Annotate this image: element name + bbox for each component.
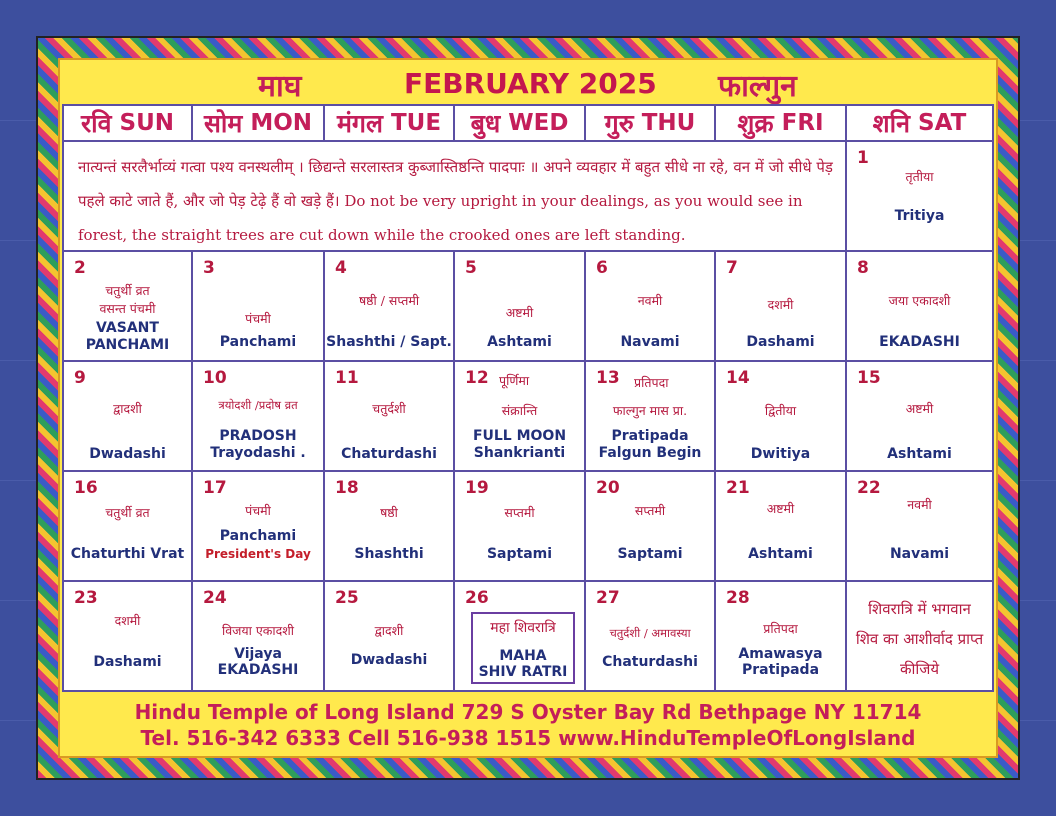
weekday-hindi: सोम bbox=[203, 109, 243, 138]
tithi-english: Shashthi / Sapt. bbox=[326, 334, 452, 350]
weekday-english: SAT bbox=[918, 110, 967, 136]
weekday-english: WED bbox=[508, 110, 569, 136]
day-number: 20 bbox=[596, 478, 620, 498]
tithi-english: Panchami bbox=[219, 528, 297, 544]
tithi-hindi: अष्टमी bbox=[905, 401, 934, 416]
day-cell-17 bbox=[193, 472, 323, 580]
day-number: 2 bbox=[74, 258, 86, 278]
day-number: 6 bbox=[596, 258, 608, 278]
weekday-english: MON bbox=[250, 110, 313, 136]
day-number: 25 bbox=[335, 588, 359, 608]
tithi-english: Chaturthi Vrat bbox=[70, 546, 185, 562]
day-number: 26 bbox=[465, 588, 489, 608]
weekday-mon bbox=[193, 106, 323, 140]
day-number: 18 bbox=[335, 478, 359, 498]
tithi-hindi: महा शिवरात्रि bbox=[490, 620, 556, 636]
day-cell-22 bbox=[847, 472, 992, 580]
day-cell-2 bbox=[64, 252, 191, 360]
maha-shivratri-highlight bbox=[471, 612, 575, 684]
day-cell-4 bbox=[325, 252, 453, 360]
day-cell-8 bbox=[847, 252, 992, 360]
day-cell-27 bbox=[586, 582, 714, 690]
tithi-hindi: द्वादशी bbox=[113, 401, 142, 416]
calendar-grid bbox=[62, 104, 994, 692]
day-number: 27 bbox=[596, 588, 620, 608]
day-number: 3 bbox=[203, 258, 215, 278]
tithi-english: Ashtami bbox=[487, 334, 552, 350]
tithi-english: FULL MOON bbox=[472, 428, 567, 444]
tithi-hindi: चतुर्दशी / अमावस्या bbox=[609, 626, 691, 640]
tithi-hindi: अष्टमी bbox=[766, 501, 795, 516]
day-number: 12 bbox=[465, 368, 489, 388]
weekday-english: FRI bbox=[781, 110, 824, 136]
day-cell-14 bbox=[716, 362, 845, 470]
tithi-hindi: द्वादशी bbox=[374, 623, 404, 638]
tithi-hindi: त्रयोदशी /प्रदोष व्रत bbox=[218, 398, 298, 412]
tithi-english: Vijaya bbox=[234, 646, 282, 662]
day-number: 11 bbox=[335, 368, 359, 388]
calendar-header bbox=[62, 62, 994, 102]
tithi-hindi: प्रतिपदा bbox=[763, 621, 798, 636]
tithi-hindi: सप्तमी bbox=[504, 505, 535, 520]
day-number: 19 bbox=[465, 478, 489, 498]
hindi-month-phalgun: फाल्गुन bbox=[718, 69, 797, 104]
weekday-hindi: शुक्र bbox=[737, 109, 774, 138]
weekday-english: THU bbox=[641, 110, 696, 136]
tithi-hindi: दशमी bbox=[767, 297, 794, 312]
day-cell-7 bbox=[716, 252, 845, 360]
tithi-hindi: षष्ठी / सप्तमी bbox=[358, 293, 420, 308]
day-cell-26 bbox=[455, 582, 584, 690]
tithi-english: Saptami bbox=[617, 546, 683, 562]
day-cell-23 bbox=[64, 582, 191, 690]
day-cell-15 bbox=[847, 362, 992, 470]
weekday-english: SUN bbox=[119, 110, 175, 136]
tithi-hindi: दशमी bbox=[114, 613, 141, 628]
day-number: 23 bbox=[74, 588, 98, 608]
tithi-english-2: SHIV RATRI bbox=[478, 664, 568, 680]
tithi-english: Dwadashi bbox=[89, 446, 166, 462]
tithi-english-2: Shankrianti bbox=[473, 445, 566, 461]
tithi-english-2: PANCHAMI bbox=[85, 337, 170, 353]
weekday-hindi: मंगल bbox=[336, 109, 383, 138]
day-number: 16 bbox=[74, 478, 98, 498]
weekday-hindi: रवि bbox=[80, 109, 112, 138]
tithi-english: VASANT bbox=[96, 320, 159, 336]
tithi-english: MAHA bbox=[499, 648, 547, 664]
day-number: 10 bbox=[203, 368, 227, 388]
day-number: 22 bbox=[857, 478, 881, 498]
day-number: 13 bbox=[596, 368, 620, 388]
tithi-english: Chaturdashi bbox=[341, 446, 437, 462]
day-number: 21 bbox=[726, 478, 750, 498]
day-cell-9 bbox=[64, 362, 191, 470]
day-cell-5 bbox=[455, 252, 584, 360]
tithi-english: PRADOSH bbox=[219, 428, 297, 444]
day-cell-12 bbox=[455, 362, 584, 470]
quote-box bbox=[64, 142, 845, 250]
weekday-fri bbox=[716, 106, 845, 140]
day-cell-3 bbox=[193, 252, 323, 360]
weekday-hindi: बुध bbox=[470, 109, 501, 138]
weekday-english: TUE bbox=[390, 110, 442, 136]
tithi-english: Amawasya bbox=[738, 646, 823, 662]
day-number: 14 bbox=[726, 368, 750, 388]
day-cell-6 bbox=[586, 252, 714, 360]
tithi-english: Saptami bbox=[486, 546, 553, 562]
tithi-hindi-top: प्रतिपदा bbox=[634, 375, 669, 390]
weekday-thu bbox=[586, 106, 714, 140]
day-number: 5 bbox=[465, 258, 477, 278]
day-number: 17 bbox=[203, 478, 227, 498]
weekday-sat bbox=[847, 106, 992, 140]
tithi-hindi: सप्तमी bbox=[634, 503, 666, 518]
tithi-english: Navami bbox=[889, 546, 950, 562]
tithi-english: Panchami bbox=[219, 334, 297, 350]
day-cell-19 bbox=[455, 472, 584, 580]
tithi-english: Ashtami bbox=[748, 546, 813, 562]
temple-contact: Tel. 516-342 6333 Cell 516-938 1515 www.HinduTempleOfLongIsland bbox=[140, 726, 916, 750]
tithi-hindi: पंचमी bbox=[245, 311, 271, 326]
tithi-hindi: जया एकादशी bbox=[888, 293, 951, 308]
day-cell-11 bbox=[325, 362, 453, 470]
tithi-hindi: संक्रान्ति bbox=[501, 403, 538, 418]
tithi-hindi-top: पूर्णिमा bbox=[499, 373, 530, 388]
day-cell-18 bbox=[325, 472, 453, 580]
tithi-english-2: EKADASHI bbox=[217, 662, 299, 678]
day-cell-10 bbox=[193, 362, 323, 470]
tithi-hindi: चतुर्थी व्रत bbox=[105, 505, 150, 520]
tithi-hindi: द्वितीया bbox=[764, 403, 797, 418]
tithi-hindi: चतुर्दशी bbox=[372, 401, 406, 416]
day-number: 28 bbox=[726, 588, 750, 608]
blessing-text: शिवरात्रि में भगवान शिव का आशीर्वाद प्राप्त कीजिये bbox=[855, 600, 984, 678]
hindi-month-magh: माघ bbox=[258, 69, 302, 104]
tithi-english: Navami bbox=[620, 334, 680, 350]
day-number: 15 bbox=[857, 368, 881, 388]
holiday-label: President's Day bbox=[205, 547, 311, 561]
day-cell-20 bbox=[586, 472, 714, 580]
weekday-hindi: गुरु bbox=[604, 109, 634, 138]
tithi-hindi: विजया एकादशी bbox=[221, 623, 295, 638]
day-number: 24 bbox=[203, 588, 227, 608]
day-cell-21 bbox=[716, 472, 845, 580]
tithi-english: Shashthi bbox=[354, 546, 424, 562]
tithi-hindi: तृतीया bbox=[905, 169, 934, 184]
tithi-english: Pratipada bbox=[611, 428, 689, 444]
tithi-hindi: नवमी bbox=[907, 497, 932, 512]
tithi-hindi: पंचमी bbox=[245, 503, 271, 518]
day-number: 7 bbox=[726, 258, 738, 278]
blessing-cell bbox=[847, 582, 992, 690]
tithi-english: Ashtami bbox=[887, 446, 952, 462]
weekday-wed bbox=[455, 106, 584, 140]
tithi-english: Tritiya bbox=[894, 208, 945, 224]
day-cell-25 bbox=[325, 582, 453, 690]
day-number: 4 bbox=[335, 258, 347, 278]
day-cell-28 bbox=[716, 582, 845, 690]
day-number: 8 bbox=[857, 258, 869, 278]
day-cell-16 bbox=[64, 472, 191, 580]
temple-address: Hindu Temple of Long Island 729 S Oyster Bay Rd Bethpage NY 11714 bbox=[134, 700, 922, 724]
day-cell-13 bbox=[586, 362, 714, 470]
tithi-hindi-2: वसन्त पंचमी bbox=[99, 301, 156, 316]
tithi-hindi: नवमी bbox=[637, 293, 663, 308]
tithi-english: Dashami bbox=[93, 654, 162, 670]
quote-text: नात्यन्तं सरलैर्भाव्यं गत्वा पश्य वनस्थलीम् । छिद्यन्ते सरलास्तत्र कुब्जास्तिष्ठन्ति पादपाः ॥ अपने व्यवहार में बहुत सीधे ना रहे, वन में जो सीधे पेड़ पहले काटे जाते हैं, और जो पेड़ टेढ़े हैं वो खड़े हैं। Do not be very upright in your dealings, as you would see in forest, the straight trees are cut down while the crooked ones are left standing. bbox=[78, 158, 833, 244]
tithi-english-2: Trayodashi . bbox=[210, 445, 306, 461]
day-number: 1 bbox=[857, 148, 869, 168]
tithi-english: Dwitiya bbox=[750, 446, 811, 462]
tithi-hindi: चतुर्थी व्रत bbox=[105, 283, 150, 298]
tithi-english: Dwadashi bbox=[350, 652, 428, 668]
tithi-english-2: Pratipada bbox=[741, 662, 820, 678]
day-cell-1 bbox=[847, 142, 992, 250]
weekday-sun bbox=[64, 106, 191, 140]
weekday-hindi: शनि bbox=[872, 109, 911, 138]
tithi-english-2: Falgun Begin bbox=[598, 445, 702, 461]
tithi-english: Chaturdashi bbox=[602, 654, 698, 670]
day-number: 9 bbox=[74, 368, 86, 388]
tithi-hindi: अष्टमी bbox=[505, 305, 534, 320]
tithi-hindi: फाल्गुन मास प्रा. bbox=[612, 403, 688, 418]
tithi-english: Dashami bbox=[746, 334, 815, 350]
weekday-tue bbox=[325, 106, 453, 140]
day-cell-24 bbox=[193, 582, 323, 690]
temple-footer bbox=[62, 694, 994, 754]
english-month-title: FEBRUARY 2025 bbox=[404, 67, 657, 100]
tithi-english: EKADASHI bbox=[879, 334, 960, 350]
tithi-hindi: षष्ठी bbox=[380, 505, 398, 520]
